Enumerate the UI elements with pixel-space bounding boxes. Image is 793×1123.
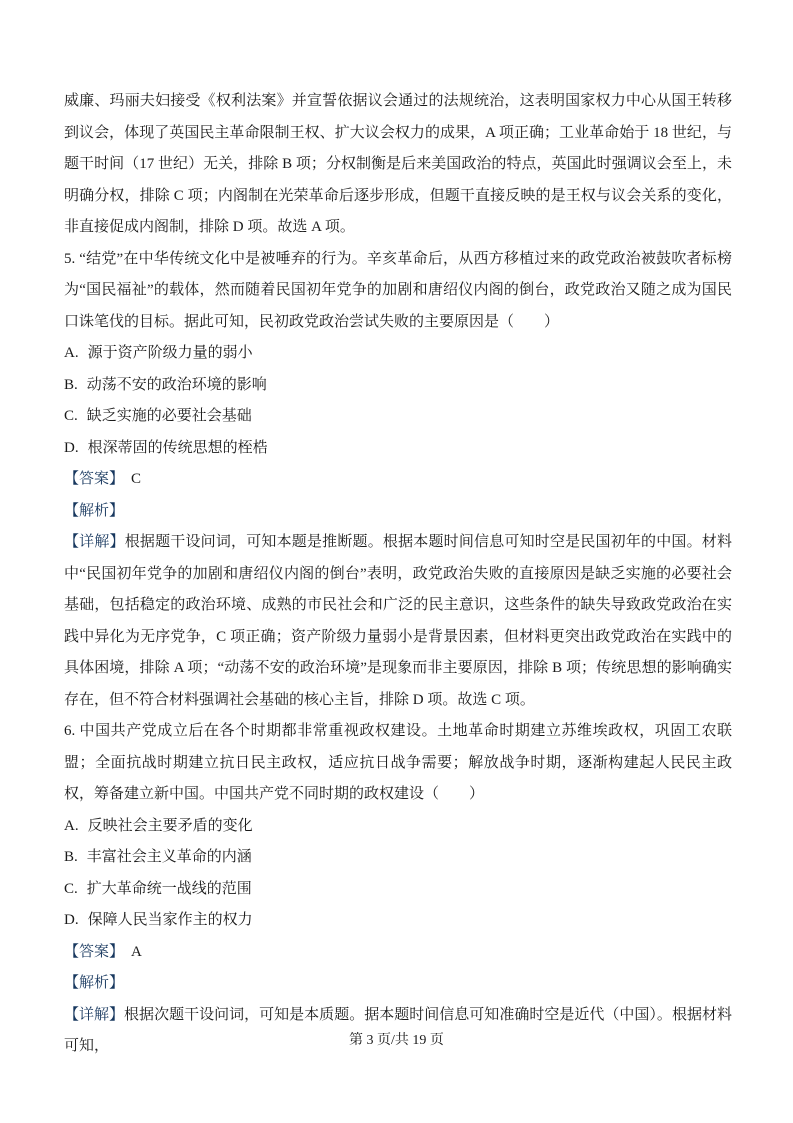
answer-option <box>64 842 732 874</box>
bracket-label: 【详解】 <box>64 1006 125 1023</box>
body-text: 5. “结党”在中华传统文化中是被唾弃的行为。辛亥革命后，从西方移植过来的政党政治被鼓吹者标榜为“国民福祉”的载体，然而随着民国初年党争的加剧和唐绍仪内阁的倒台，政党政治又随之成为国民口诛笔伐的目标。据此可知，民初政党政治尝试失败的主要原因是（ ） <box>64 250 732 330</box>
answer-option <box>64 338 732 370</box>
question-stem <box>64 244 732 339</box>
answer-option <box>64 874 732 906</box>
option-text: 扩大革命统一战线的范围 <box>86 880 252 897</box>
bracket-label: 【答案】 <box>64 943 125 960</box>
option-text: 根深蒂固的传统思想的桎梏 <box>87 439 268 456</box>
option-letter: B. <box>64 376 78 393</box>
option-text: 反映社会主要矛盾的变化 <box>87 817 253 834</box>
body-text: 根据题干设问词，可知本题是推断题。根据本题时间信息可知时空是民国初年的中国。材料中“民国初年党争的加剧和唐绍仪内阁的倒台”表明，政党政治失败的直接原因是缺乏实施的必要社会基础，包括稳定的政治环境、成熟的市民社会和广泛的民主意识，这些条件的缺失导致政党政治在实践中异化为无序党争，C 项正确；资产阶级力量弱小是背景因素，但材料更突出政党政治在实践中的具体困境，排除 A 项；“动荡不安的政治环境”是现象而非主要原因，排除 B 项；传统思想的影响确实存在，但不符合材料强调社会基础的核心主旨，排除 D 项。故选 C 项。 <box>64 534 732 708</box>
analysis-label-line <box>64 968 732 1000</box>
answer-value: C <box>131 471 142 487</box>
option-text: 动荡不安的政治环境的影响 <box>86 376 267 393</box>
bracket-label: 【解析】 <box>64 502 125 519</box>
explanation-paragraph <box>64 86 732 244</box>
option-letter: D. <box>64 912 79 928</box>
answer-line <box>64 937 732 969</box>
question-stem <box>64 716 732 811</box>
bracket-label: 【解析】 <box>64 975 125 991</box>
option-text: 源于资产阶级力量的弱小 <box>87 345 253 361</box>
page-body-text <box>64 86 732 1063</box>
answer-option <box>64 811 732 843</box>
analysis-label-line <box>64 496 732 528</box>
body-text: 根据次题干设问词，可知是本质题。据本题时间信息可知准确时空是近代（中国）。根据材料可知， <box>64 1006 732 1054</box>
option-letter: D. <box>64 439 79 456</box>
answer-value: A <box>131 943 142 960</box>
option-text: 保障人民当家作主的权力 <box>87 912 253 928</box>
body-text: 6. 中国共产党成立后在各个时期都非常重视政权建设。土地革命时期建立苏维埃政权，巩固工农联盟；全面抗战时期建立抗日民主政权，适应抗日战争需要；解放战争时期，逐渐构建起人民民主政权，筹备建立新中国。中国共产党不同时期的政权建设（ ） <box>64 723 732 802</box>
option-letter: C. <box>64 408 78 424</box>
option-letter: A. <box>64 345 79 361</box>
detailed-explanation <box>64 527 732 716</box>
option-text: 丰富社会主义革命的内涵 <box>86 849 252 865</box>
answer-line <box>64 464 732 496</box>
body-text: 威廉、玛丽夫妇接受《权利法案》并宣誓依据议会通过的法规统治，这表明国家权力中心从国王转移到议会，体现了英国民主革命限制王权、扩大议会权力的成果，A 项正确；工业革命始于 18 世纪，与题干时间（17 世纪）无关，排除 B 项；分权制衡是后来美国政治的特点，英国此时强调议会至上，未明确分权，排除 C 项；内阁制在光荣革命后逐步形成，但题干直接反映的是王权与议会关系的变化，非直接促成内阁制，排除 D 项。故选 A 项。 <box>64 93 732 235</box>
option-letter: B. <box>64 849 78 865</box>
answer-option <box>64 905 732 937</box>
option-letter: C. <box>64 880 78 897</box>
option-text: 缺乏实施的必要社会基础 <box>86 408 252 424</box>
bracket-label: 【答案】 <box>64 471 125 487</box>
answer-option <box>64 401 732 433</box>
option-letter: A. <box>64 817 79 834</box>
bracket-label: 【详解】 <box>64 534 125 550</box>
page-number-footer: 第 3 页/共 19 页 <box>349 1033 444 1048</box>
answer-option <box>64 370 732 402</box>
answer-option <box>64 433 732 465</box>
